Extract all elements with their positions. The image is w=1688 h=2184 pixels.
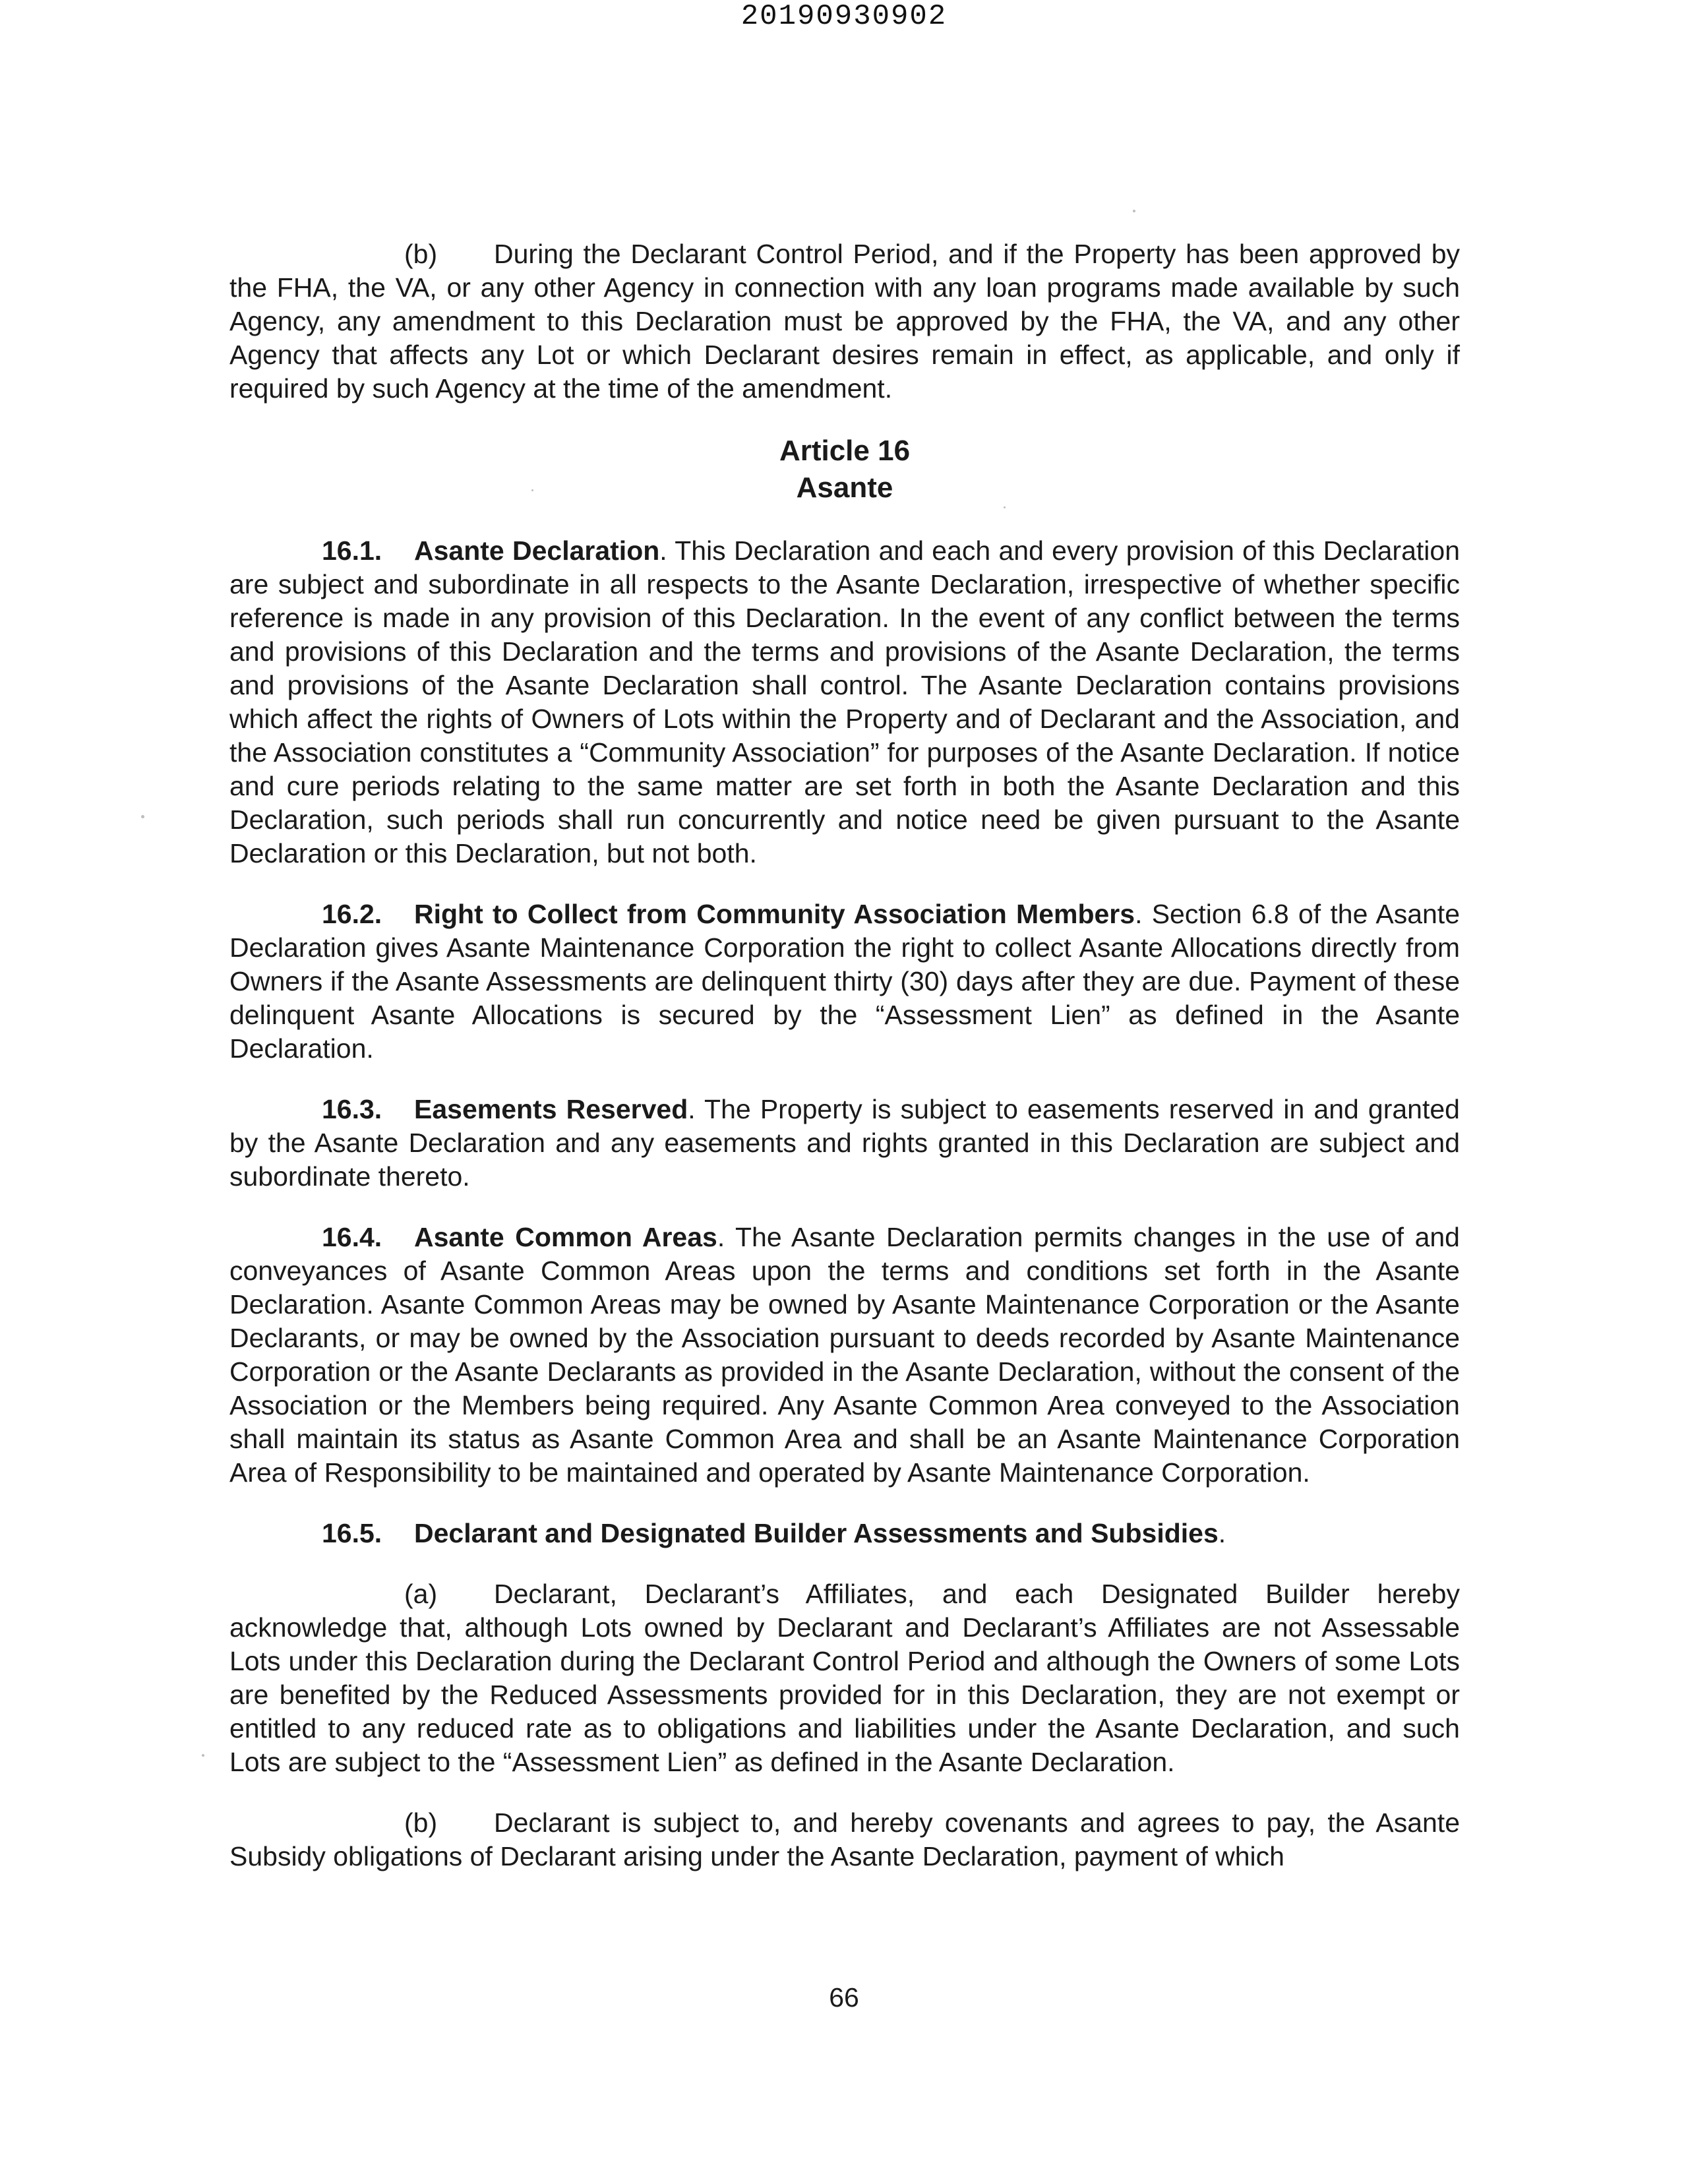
section-number: 16.5. bbox=[322, 1518, 382, 1548]
article-title: Asante bbox=[796, 471, 893, 504]
scan-speck bbox=[531, 489, 533, 491]
document-body bbox=[229, 237, 1460, 1900]
subparagraph-label: (b) bbox=[404, 1807, 438, 1838]
section-number: 16.2. bbox=[322, 899, 382, 929]
section-text: . Section 6.8 of the Asante Declaration gives Asante Maintenance Corporation the right to collect Asante Allocations directly from Owners if the Asante Assessments are delinquent thirty (30) days after they are due. Payment of these delinquent Asante Allocations is secured by the “Assessment Lien” as defined in the Asante Declaration. bbox=[229, 899, 1460, 1064]
page-number: 66 bbox=[829, 1982, 859, 2013]
section-text: . bbox=[1218, 1518, 1226, 1548]
section-title: Right to Collect from Community Association Members bbox=[414, 899, 1135, 929]
article-number: Article 16 bbox=[779, 435, 911, 467]
section-16-3 bbox=[229, 1093, 1460, 1194]
section-text: . The Property is subject to easements reserved in and granted by the Asante Declaration and any easements and rights granted in this Declaration are subject and subordinate thereto. bbox=[229, 1094, 1460, 1192]
section-title: Declarant and Designated Builder Assessments and Subsidies bbox=[414, 1518, 1219, 1548]
section-16-1 bbox=[229, 534, 1460, 870]
scan-speck bbox=[202, 1754, 204, 1757]
subparagraph-text: Declarant, Declarant’s Affiliates, and each Designated Builder hereby acknowledge that, although Lots owned by Declarant and Declarant’s Affiliates are not Assessable Lots under this Declaration during the Declarant Control Period and although the Owners of some Lots are benefited by the Reduced Assessments provided for in this Declaration, they are not exempt or entitled to any reduced rate as to obligations and liabilities under the Asante Declaration, and such Lots are subject to the “Assessment Lien” as defined in the Asante Declaration. bbox=[229, 1579, 1460, 1777]
paragraph-b-intro bbox=[229, 237, 1460, 406]
subparagraph-b bbox=[229, 1806, 1460, 1873]
scan-speck bbox=[141, 815, 144, 818]
paragraph-text: During the Declarant Control Period, and if the Property has been approved by the FHA, the VA, or any other Agency in connection with any loan programs made available by such Agency, any amendment to this Declaration must be approved by the FHA, the VA, and any other Agency that affects any Lot or which Declarant desires remain in effect, as applicable, and only if required by such Agency at the time of the amendment. bbox=[229, 239, 1460, 404]
subparagraph-text: Declarant is subject to, and hereby covenants and agrees to pay, the Asante Subsidy obligations of Declarant arising under the Asante Declaration, payment of which bbox=[229, 1807, 1460, 1871]
section-title: Asante Common Areas bbox=[414, 1222, 717, 1252]
section-text: . This Declaration and each and every provision of this Declaration are subject and subordinate in all respects to the Asante Declaration, irrespective of whether specific reference is made in any provision of this Declaration. In the event of any conflict between the terms and provisions of this Declaration and the terms and provisions of the Asante Declaration, the terms and provisions of the Asante Declaration shall control. The Asante Declaration contains provisions which affect the rights of Owners of Lots within the Property and of Declarant and the Association, and the Association constitutes a “Community Association” for purposes of the Asante Declaration. If notice and cure periods relating to the same matter are set forth in both the Asante Declaration and this Declaration, such periods shall run concurrently and notice need be given pursuant to the Asante Declaration or this Declaration, but not both. bbox=[229, 535, 1460, 868]
section-16-5 bbox=[229, 1517, 1460, 1550]
section-16-2 bbox=[229, 897, 1460, 1066]
section-text: . The Asante Declaration permits changes in the use of and conveyances of Asante Common Areas upon the terms and conditions set forth in the Asante Declaration. Asante Common Areas may be owned by Asante Maintenance Corporation or the Asante Declarants, or may be owned by the Association pursuant to deeds recorded by Asante Maintenance Corporation or the Asante Declarants as provided in the Asante Declaration, without the consent of the Association or the Members being required. Any Asante Common Area conveyed to the Association shall maintain its status as Asante Common Area and shall be an Asante Maintenance Corporation Area of Responsibility to be maintained and operated by Asante Maintenance Corporation. bbox=[229, 1222, 1460, 1488]
section-title: Asante Declaration bbox=[414, 535, 660, 566]
article-heading bbox=[229, 433, 1460, 506]
paragraph-label: (b) bbox=[404, 239, 438, 269]
scan-speck bbox=[1133, 210, 1135, 212]
section-16-4 bbox=[229, 1221, 1460, 1490]
document-number: 20190930902 bbox=[740, 0, 948, 33]
subparagraph-a bbox=[229, 1577, 1460, 1779]
subparagraph-label: (a) bbox=[404, 1579, 438, 1609]
scan-speck bbox=[1004, 506, 1006, 508]
section-number: 16.4. bbox=[322, 1222, 382, 1252]
section-number: 16.3. bbox=[322, 1094, 382, 1124]
section-number: 16.1. bbox=[322, 535, 382, 566]
section-title: Easements Reserved bbox=[414, 1094, 688, 1124]
